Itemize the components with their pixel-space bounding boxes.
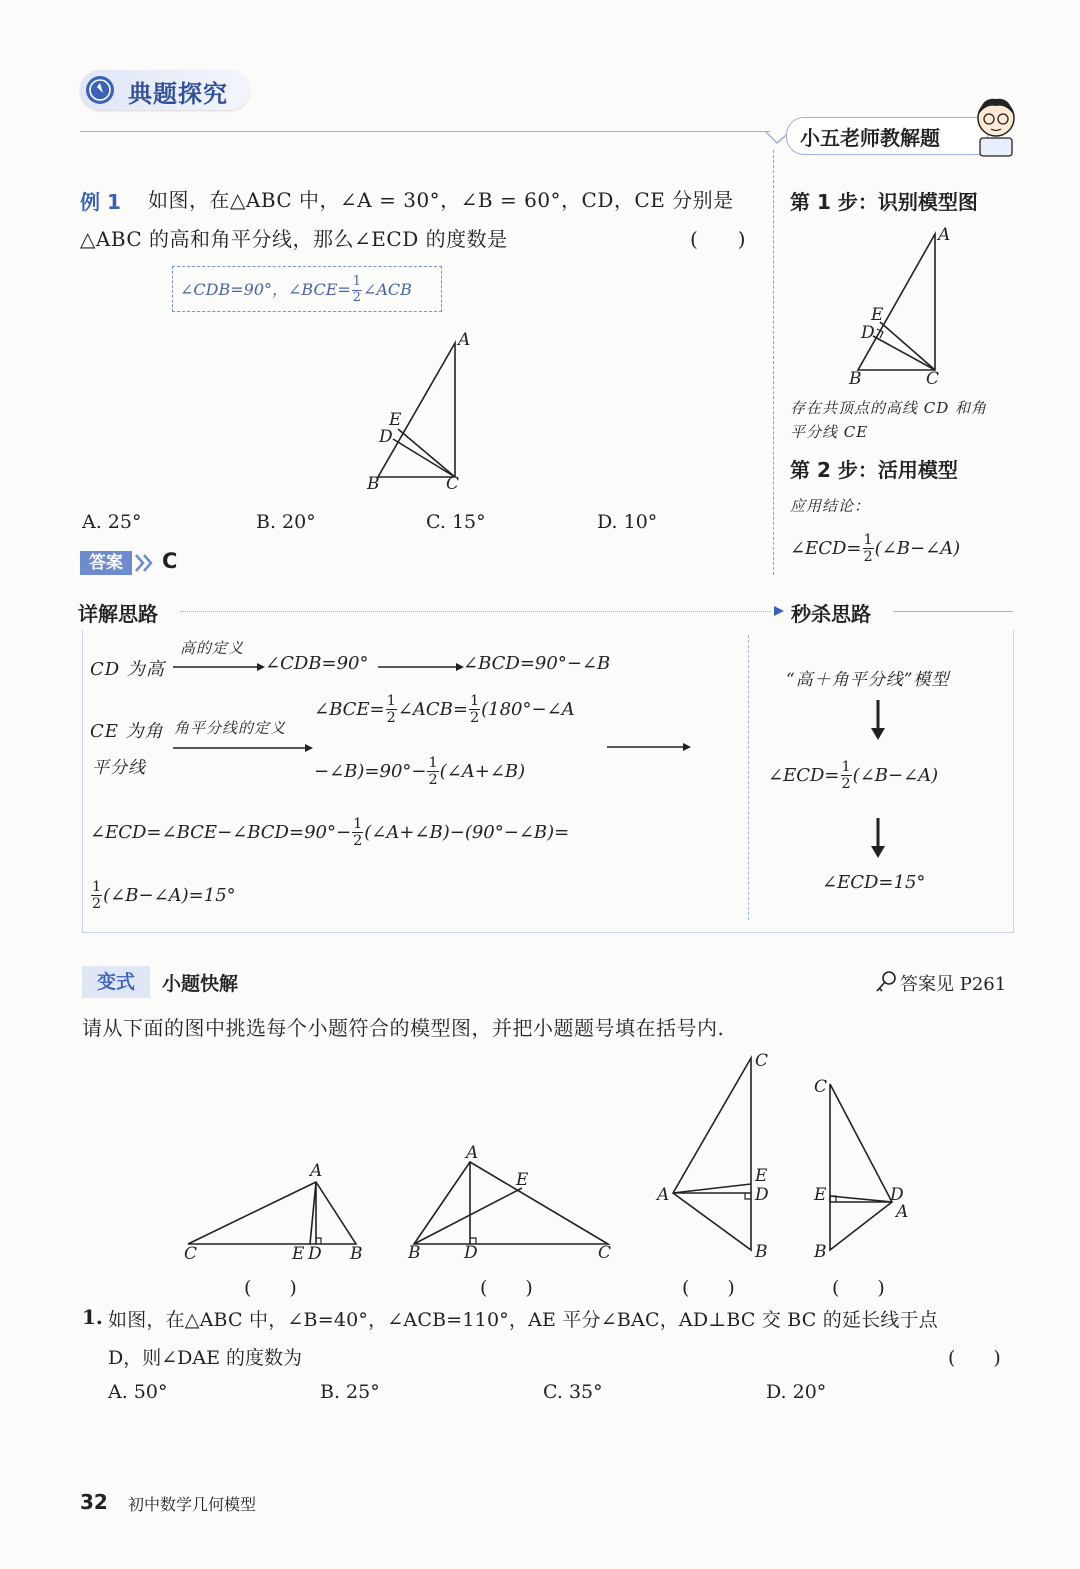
ce-row1-b: ∠ACB= xyxy=(397,698,468,720)
fast-arrow-down-1 xyxy=(868,700,888,742)
label-e: E xyxy=(389,410,402,430)
q1-choice-b: B. 25° xyxy=(320,1381,380,1403)
model-figure-2 xyxy=(400,1140,625,1265)
example-answer-paren: ( ) xyxy=(690,227,746,251)
ce-row1-den1: 2 xyxy=(386,710,396,727)
svg-text:A: A xyxy=(657,1185,670,1205)
svg-text:E: E xyxy=(814,1185,827,1205)
model-3-paren: ( ) xyxy=(682,1277,735,1299)
svg-text:C: C xyxy=(598,1243,612,1263)
bisector-ce xyxy=(398,429,455,477)
choice-d: D. 10° xyxy=(597,511,658,533)
fast-arrow-down-2 xyxy=(868,818,888,860)
choice-b: B. 20° xyxy=(256,511,316,533)
svg-text:A: A xyxy=(466,1143,479,1163)
detail-title: 详解思路 xyxy=(78,602,158,626)
q1-paren: ( ) xyxy=(948,1347,1001,1369)
svg-text:A: A xyxy=(310,1161,323,1181)
step2-formula xyxy=(790,533,960,565)
apply-label: 应用结论： xyxy=(790,497,871,515)
ce-arrow xyxy=(173,741,313,755)
key-icon xyxy=(874,970,898,994)
label-d: D xyxy=(379,427,393,447)
arrow-right-icon xyxy=(772,604,786,618)
detail-inner-divider xyxy=(748,635,749,920)
variant-tag: 变式 xyxy=(82,966,150,998)
svg-text:E: E xyxy=(292,1244,305,1264)
choice-a: A. 25° xyxy=(82,511,142,533)
example-text-line2: △ABC 的高和角平分线，那么∠ECD 的度数是 xyxy=(80,227,508,251)
ce-row2-a: −∠B)=90°− xyxy=(314,760,427,782)
fast-formula-right: (∠B−∠A) xyxy=(852,764,939,786)
ce-row2-num: 1 xyxy=(428,755,438,771)
example-triangle-figure xyxy=(360,325,490,495)
choice-c: C. 15° xyxy=(426,511,486,533)
step1-note-line1: 存在共顶点的高线 CD 和角 xyxy=(790,399,988,417)
q1-text-line2: D，则∠DAE 的度数为 xyxy=(108,1347,303,1369)
hint-text xyxy=(180,276,412,305)
final-row2-den: 2 xyxy=(92,896,102,913)
ce-label-line1: CE 为角 xyxy=(90,721,164,742)
model-figure-3 xyxy=(655,1050,775,1265)
step1-label-e: E xyxy=(871,305,884,325)
final-row1-a: ∠ECD=∠BCE−∠BCD=90°− xyxy=(90,821,352,843)
ce-row1-num2: 1 xyxy=(469,693,480,709)
cd-result: ∠BCD=90°−∠B xyxy=(463,653,611,674)
step1-label-a: A xyxy=(938,225,951,245)
step1-title: 第 1 步：识别模型图 xyxy=(790,190,978,214)
altitude-cd xyxy=(393,439,455,477)
step1-label-b: B xyxy=(849,369,862,389)
cd-label: CD 为高 xyxy=(90,659,165,680)
ce-row2-b: (∠A+∠B) xyxy=(439,760,526,782)
label-a: A xyxy=(458,330,471,350)
model-4-paren: ( ) xyxy=(832,1277,885,1299)
cd-mid: ∠CDB=90° xyxy=(265,653,369,674)
ce-label-line2: 平分线 xyxy=(92,758,146,778)
section-title: 典题探究 xyxy=(128,80,228,108)
step1-note-line2: 平分线 CE xyxy=(790,423,869,441)
fast-title-rule xyxy=(893,611,1013,612)
step1-altitude xyxy=(873,336,935,370)
svg-text:E: E xyxy=(755,1166,768,1186)
q1-choice-d: D. 20° xyxy=(766,1381,827,1403)
step2-formula-den: 2 xyxy=(863,549,873,566)
fast-formula xyxy=(768,760,938,792)
ce-row1 xyxy=(314,694,575,726)
cd-arrow-label: 高的定义 xyxy=(180,639,245,657)
svg-text:B: B xyxy=(408,1243,421,1263)
book-title: 初中数学几何模型 xyxy=(128,1495,257,1514)
svg-text:B: B xyxy=(814,1242,827,1262)
svg-text:B: B xyxy=(350,1244,363,1264)
q1-choice-a: A. 50° xyxy=(108,1381,168,1403)
example-text-line1: 如图，在△ABC 中，∠A = 30°，∠B = 60°，CD，CE 分别是 xyxy=(148,188,734,212)
answer-badge: 答案 xyxy=(80,551,132,575)
fast-result: ∠ECD=15° xyxy=(822,872,926,893)
svg-text:D: D xyxy=(308,1244,322,1264)
page-number: 32 xyxy=(80,1490,108,1514)
column-divider xyxy=(773,150,774,575)
fast-formula-num: 1 xyxy=(841,759,851,775)
model-figure-4 xyxy=(808,1072,918,1267)
cd-arrow xyxy=(173,660,265,674)
svg-text:D: D xyxy=(890,1185,904,1205)
label-b: B xyxy=(367,474,380,494)
example-label: 例 1 xyxy=(80,190,121,214)
hint-fraction-den: 2 xyxy=(352,289,361,305)
hint-part2: ∠ACB xyxy=(362,279,412,299)
teacher-banner: 小五老师教解题 xyxy=(800,126,940,150)
svg-text:B: B xyxy=(755,1242,768,1262)
svg-text:C: C xyxy=(814,1077,828,1097)
step1-label-c: C xyxy=(926,369,940,389)
fast-model: “高＋角平分线”模型 xyxy=(786,670,950,690)
detail-title-rule xyxy=(180,611,770,612)
fast-formula-left: ∠ECD= xyxy=(768,764,840,786)
svg-text:E: E xyxy=(516,1170,529,1190)
model-figure-1 xyxy=(180,1155,370,1265)
double-chevron-icon xyxy=(134,552,154,574)
final-row1 xyxy=(90,817,569,849)
variant-instruction: 请从下面的图中挑选每个小题符合的模型图，并把小题题号填在括号内. xyxy=(82,1016,725,1040)
q1-text-line1: 如图，在△ABC 中，∠B=40°，∠ACB=110°，AE 平分∠BAC，AD⊥BC 交 BC 的延长线于点 xyxy=(108,1309,938,1331)
final-row2-b: (∠B−∠A)=15° xyxy=(103,884,236,906)
ce-row1-a: ∠BCE= xyxy=(314,698,385,720)
step2-formula-right: (∠B−∠A) xyxy=(874,537,961,559)
ce-row2 xyxy=(314,756,525,788)
ce-row1-c: (180°−∠A xyxy=(481,698,575,720)
svg-text:C: C xyxy=(755,1051,769,1071)
cd-arrow-2 xyxy=(378,660,464,674)
header-rule xyxy=(80,131,770,132)
final-row1-num: 1 xyxy=(353,816,363,832)
final-row2-num: 1 xyxy=(92,879,102,895)
step1-triangle-figure xyxy=(840,222,960,392)
svg-text:D: D xyxy=(755,1185,769,1205)
step1-label-d: D xyxy=(861,323,875,343)
final-row2 xyxy=(90,880,236,912)
step2-formula-left: ∠ECD= xyxy=(790,537,862,559)
ce-arrow-label: 角平分线的定义 xyxy=(174,719,287,737)
ce-result-arrow xyxy=(607,740,691,754)
ce-row2-den: 2 xyxy=(428,772,438,789)
svg-text:A: A xyxy=(896,1202,909,1222)
fast-formula-den: 2 xyxy=(841,776,851,793)
ce-row1-den2: 2 xyxy=(469,710,480,727)
answer-value: C xyxy=(162,549,178,573)
teacher-avatar-icon xyxy=(972,94,1020,160)
q1-number: 1. xyxy=(82,1305,103,1329)
answer-reference: 答案见 P261 xyxy=(900,974,1007,995)
compass-icon xyxy=(84,74,116,106)
step1-bisector xyxy=(880,322,935,370)
model-2-paren: ( ) xyxy=(480,1277,533,1299)
hint-fraction-num: 1 xyxy=(352,274,361,289)
step2-formula-num: 1 xyxy=(863,532,873,548)
model-1-paren: ( ) xyxy=(244,1277,297,1299)
variant-title: 小题快解 xyxy=(162,973,239,995)
hint-part1: ∠CDB=90°，∠BCE= xyxy=(180,279,351,299)
svg-text:D: D xyxy=(464,1243,478,1263)
final-row1-den: 2 xyxy=(353,833,363,850)
q1-choice-c: C. 35° xyxy=(543,1381,603,1403)
label-c: C xyxy=(446,474,460,494)
svg-text:C: C xyxy=(184,1244,198,1264)
final-row1-b: (∠A+∠B)−(90°−∠B)= xyxy=(364,821,570,843)
ce-row1-num1: 1 xyxy=(386,693,396,709)
fast-title: 秒杀思路 xyxy=(791,602,871,626)
step2-title: 第 2 步：活用模型 xyxy=(790,458,958,482)
detail-box-left xyxy=(82,630,83,932)
